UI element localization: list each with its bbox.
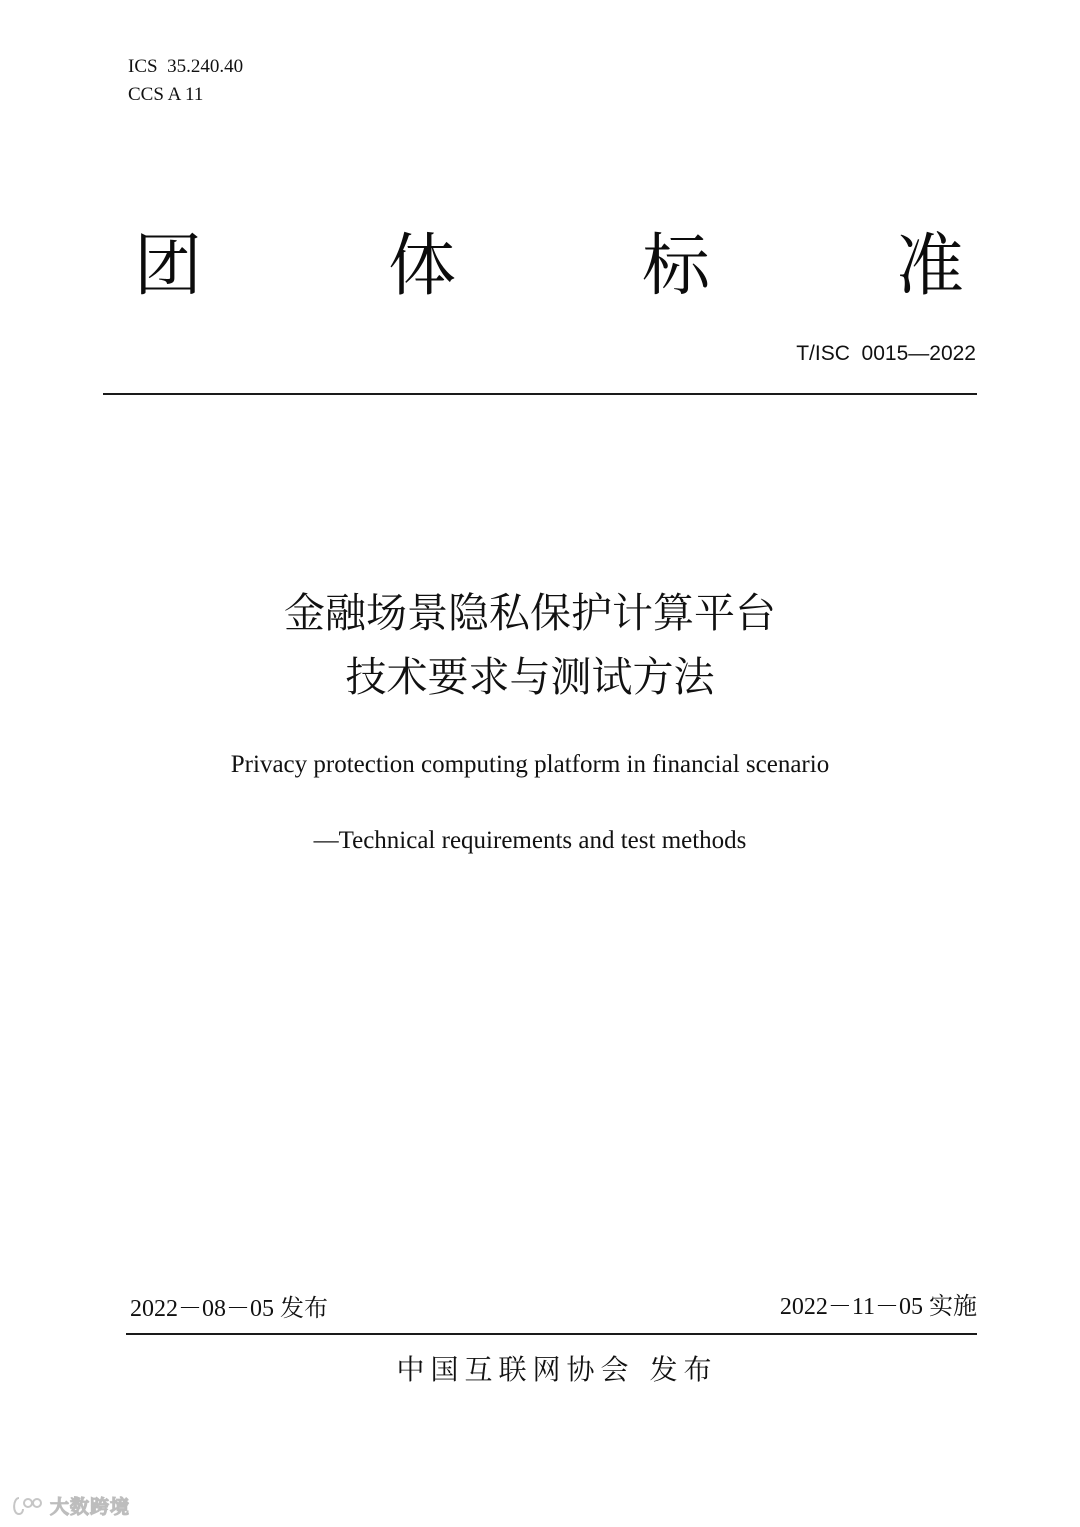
chinese-title-line-1: 金融场景隐私保护计算平台 — [284, 589, 776, 637]
standard-type-heading — [134, 222, 964, 312]
watermark-text: 大数跨境 — [50, 1496, 131, 1518]
ics-code: ICS 35.240.40 — [128, 56, 244, 77]
standard-type-char-3: 标 — [641, 227, 710, 306]
english-title-line-1: Privacy protection computing platform in financial scenario — [230, 751, 830, 778]
watermark-logo-icon — [10, 1495, 46, 1517]
publisher: 中国互联网协会 发布 — [396, 1353, 718, 1386]
ccs-code: CCS A 11 — [128, 84, 204, 105]
issue-date: 2022－08－05 发布 — [130, 1296, 328, 1322]
standard-number: T/ISC 0015—2022 — [796, 342, 976, 365]
header-divider — [103, 393, 977, 395]
chinese-title-line-2: 技术要求与测试方法 — [345, 653, 715, 701]
watermark — [10, 1492, 130, 1519]
english-title-line-2: —Technical requirements and test methods — [313, 827, 747, 854]
implementation-date: 2022－11－05 实施 — [779, 1294, 977, 1320]
standard-type-char-1: 团 — [134, 227, 203, 306]
standard-type-char-2: 体 — [387, 227, 456, 306]
standard-type-char-4: 准 — [895, 227, 964, 306]
footer-divider — [126, 1333, 977, 1335]
